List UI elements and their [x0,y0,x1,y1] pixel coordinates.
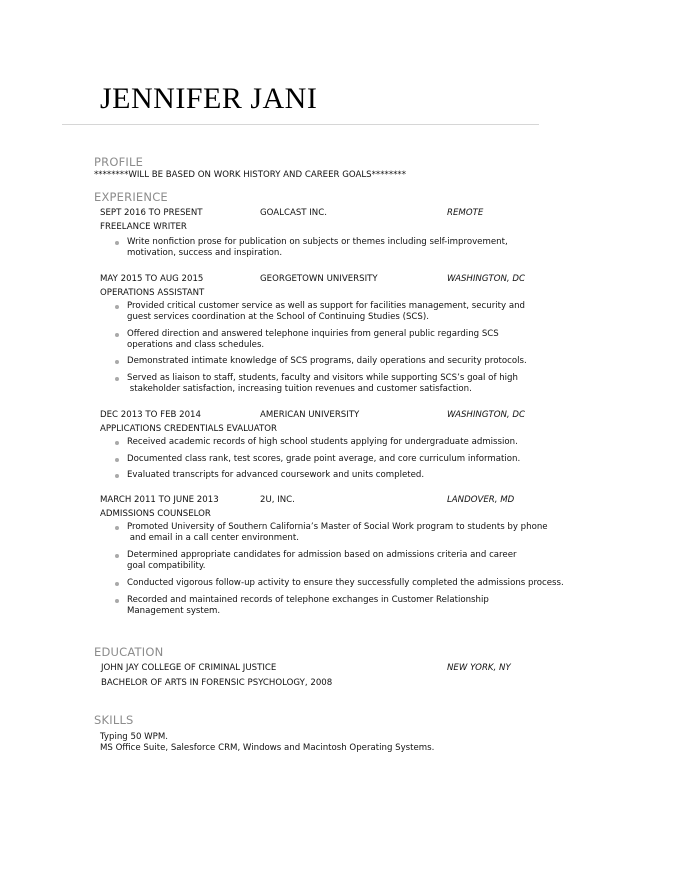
bullet-dot-icon [115,377,119,381]
job-dates: DEC 2013 TO FEB 2014 [100,410,201,420]
bullet-dot-icon [115,599,119,603]
bullet-dot-icon [115,305,119,309]
job-company: GEORGETOWN UNIVERSITY [260,274,378,284]
job-bullet-line: stakeholder satisfaction, increasing tuition revenues and customer satisfaction. [127,384,472,394]
education-heading: EDUCATION [94,645,164,659]
job-bullet-line: Promoted University of Southern California’s Master of Social Work program to students by phone [127,522,548,532]
job-bullet-line: Documented class rank, test scores, grade point average, and core curriculum information. [127,454,521,464]
bullet-dot-icon [115,441,119,445]
header-divider [62,124,539,125]
job-bullet-line: Served as liaison to staff, students, faculty and visitors while supporting SCS’s goal of high [127,373,518,383]
education-school: JOHN JAY COLLEGE OF CRIMINAL JUSTICE [101,663,277,673]
job-title: OPERATIONS ASSISTANT [100,288,205,298]
job-bullet-line: goal compatibility. [127,561,206,571]
job-dates: MAY 2015 TO AUG 2015 [100,274,204,284]
job-bullet-line: Demonstrated intimate knowledge of SCS programs, daily operations and security protocols. [127,356,527,366]
job-location: LANDOVER, MD [447,495,515,505]
job-bullet-line: Provided critical customer service as well as support for facilities management, security and [127,301,525,311]
job-company: 2U, INC. [260,495,295,505]
job-dates: MARCH 2011 TO JUNE 2013 [100,495,219,505]
skill-item: MS Office Suite, Salesforce CRM, Windows and Macintosh Operating Systems. [100,743,435,753]
job-title: FREELANCE WRITER [100,222,187,232]
bullet-dot-icon [115,360,119,364]
skills-heading: SKILLS [94,713,134,727]
job-location: WASHINGTON, DC [447,274,526,284]
job-bullet-line: Offered direction and answered telephone inquiries from general public regarding SCS [127,329,499,339]
bullet-dot-icon [115,474,119,478]
job-bullet-line: Received academic records of high school students applying for undergraduate admission. [127,437,518,447]
job-title: APPLICATIONS CREDENTIALS EVALUATOR [100,424,277,434]
profile-heading: PROFILE [94,155,144,169]
bullet-dot-icon [115,582,119,586]
job-company: AMERICAN UNIVERSITY [260,410,360,420]
job-bullet-line: and email in a call center environment. [127,533,299,543]
education-location: NEW YORK, NY [447,663,511,673]
job-bullet-line: Management system. [127,606,221,616]
education-degree: BACHELOR OF ARTS IN FORENSIC PSYCHOLOGY, 2008 [101,678,333,688]
experience-heading: EXPERIENCE [94,190,168,204]
job-dates: SEPT 2016 TO PRESENT [100,208,203,218]
bullet-dot-icon [115,241,119,245]
job-bullet-line: Recorded and maintained records of telephone exchanges in Customer Relationship [127,595,489,605]
job-location: WASHINGTON, DC [447,410,526,420]
job-company: GOALCAST INC. [260,208,327,218]
job-bullet-line: Evaluated transcripts for advanced coursework and units completed. [127,470,425,480]
bullet-dot-icon [115,554,119,558]
job-bullet-line: Conducted vigorous follow-up activity to ensure they successfully completed the admissions process. [127,578,564,588]
job-bullet-line: guest services coordination at the School of Continuing Studies (SCS). [127,312,429,322]
skill-item: Typing 50 WPM. [100,732,168,742]
resume-name: JENNIFER JANI [100,82,318,115]
bullet-dot-icon [115,458,119,462]
bullet-dot-icon [115,526,119,530]
job-bullet-line: Write nonfiction prose for publication on subjects or themes including self-improvement, [127,237,508,247]
job-location: REMOTE [447,208,484,218]
job-bullet-line: operations and class schedules. [127,340,265,350]
profile-text: ********WILL BE BASED ON WORK HISTORY AND CAREER GOALS******** [94,170,407,180]
bullet-dot-icon [115,333,119,337]
job-bullet-line: motivation, success and inspiration. [127,248,283,258]
job-bullet-line: Determined appropriate candidates for admission based on admissions criteria and career [127,550,517,560]
job-title: ADMISSIONS COUNSELOR [100,509,211,519]
